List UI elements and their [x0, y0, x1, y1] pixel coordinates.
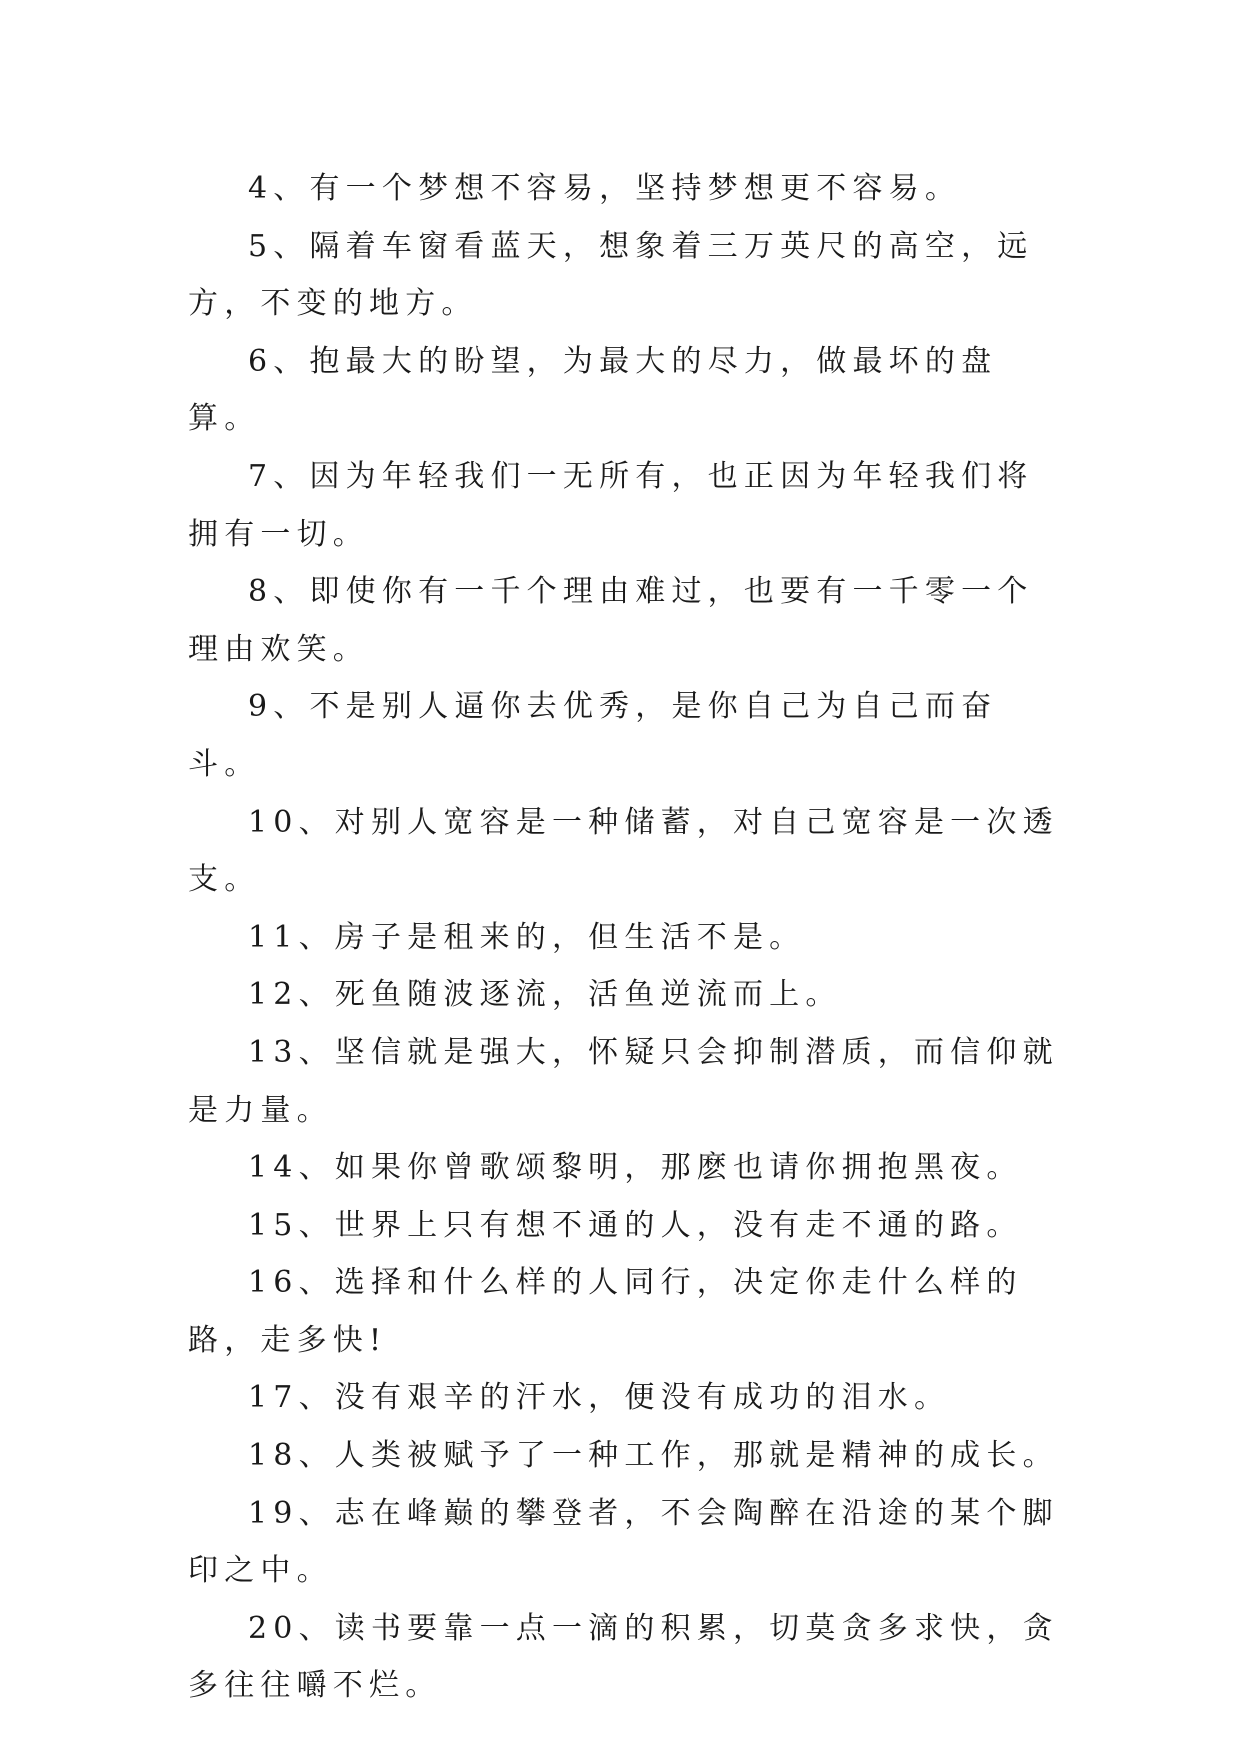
paragraph-16: 16、选择和什么样的人同行，决定你走什么样的路，走多快! [188, 1265, 1023, 1358]
paragraph-17: 17、没有艰辛的汗水，便没有成功的泪水。 [248, 1380, 951, 1416]
paragraph-5: 5、隔着车窗看蓝天，想象着三万英尺的高空，远方，不变的地方。 [188, 228, 1034, 322]
paragraph-10: 10、对别人宽容是一种储蓄，对自己宽容是一次透支。 [188, 804, 1059, 898]
paragraph-9: 9、不是别人逼你去优秀，是你自己为自己而奋斗。 [188, 689, 998, 782]
paragraph-12: 12、死鱼随波逐流，活鱼逆流而上。 [248, 977, 842, 1013]
paragraph-4: 4、有一个梦想不容易，坚持梦想更不容易。 [248, 171, 962, 206]
paragraph-8: 8、即使你有一千个理由难过，也要有一千零一个理由欢笑。 [188, 574, 1034, 667]
document-body [188, 160, 1068, 1715]
paragraph-6: 6、抱最大的盼望，为最大的尽力，做最坏的盘算。 [188, 343, 998, 437]
paragraph-14: 14、如果你曾歌颂黎明，那麽也请你拥抱黑夜。 [248, 1150, 1023, 1186]
paragraph-19: 19、志在峰巅的攀登者，不会陶醉在沿途的某个脚印之中。 [188, 1495, 1059, 1589]
paragraph-15: 15、世界上只有想不通的人，没有走不通的路。 [248, 1207, 1023, 1243]
paragraph-13: 13、坚信就是强大，怀疑只会抑制潜质，而信仰就是力量。 [188, 1034, 1059, 1128]
paragraph-18: 18、人类被赋予了一种工作，那就是精神的成长。 [248, 1438, 1059, 1474]
paragraph-7: 7、因为年轻我们一无所有，也正因为年轻我们将拥有一切。 [188, 458, 1034, 552]
paragraph-11: 11、房子是租来的，但生活不是。 [248, 919, 806, 955]
paragraph-20: 20、读书要靠一点一滴的积累，切莫贪多求快，贪多往往嚼不烂。 [188, 1610, 1059, 1704]
